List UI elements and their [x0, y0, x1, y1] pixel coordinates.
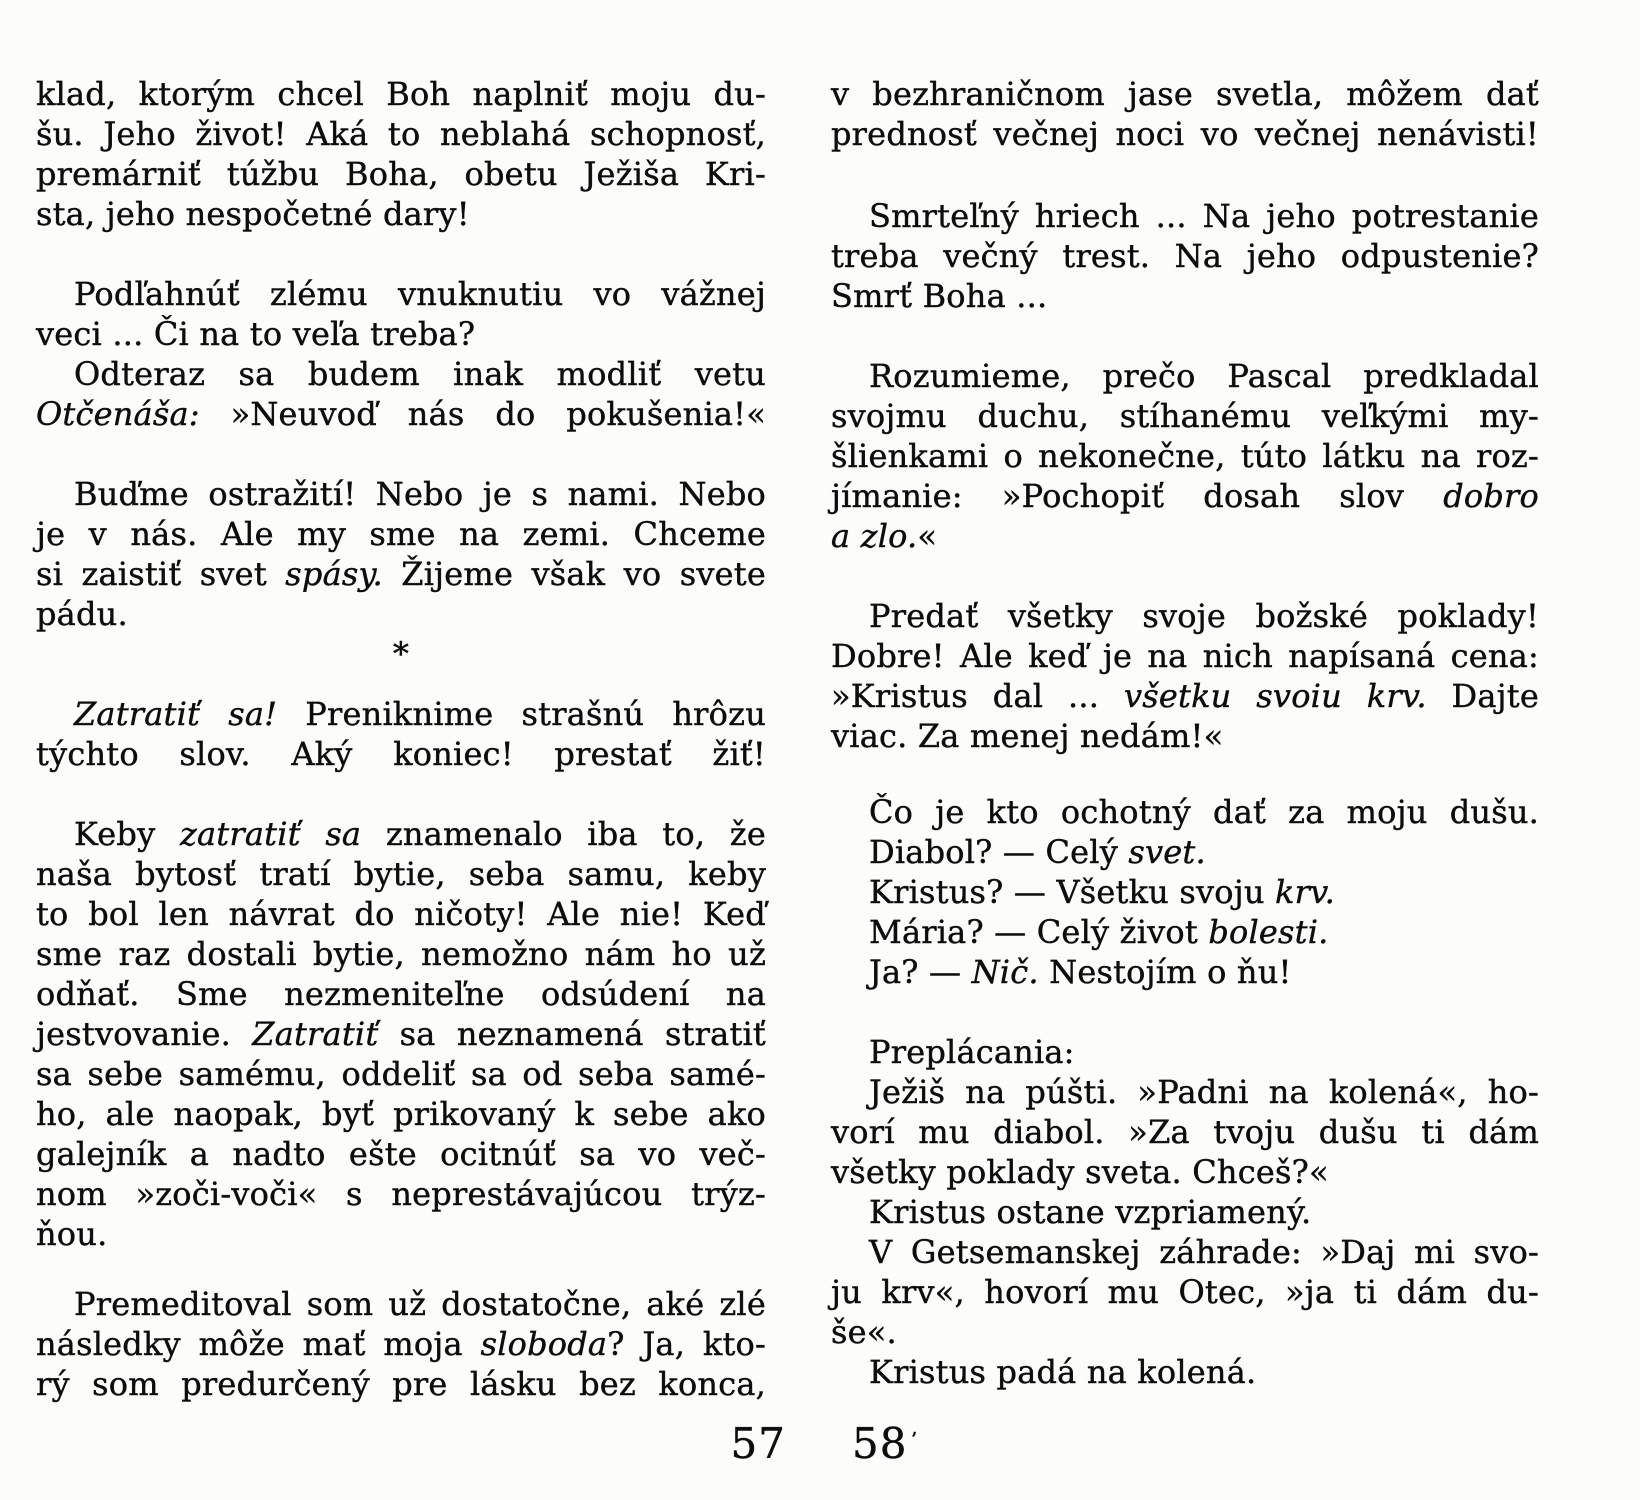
- text-segment: Kristus ostane vzpriamený.: [869, 1193, 1312, 1231]
- text-segment: *: [392, 635, 410, 673]
- text-line: [36, 814, 766, 854]
- text-line: [36, 734, 766, 774]
- text-line: [36, 1014, 766, 1054]
- text-segment: je v nás. Ale my sme na zemi. Chceme: [36, 515, 766, 553]
- text-segment: Ježiš na púšti. »Padni na kolená«, ho-: [869, 1073, 1539, 1111]
- text-segment: nom »zoči-voči« s neprestávajúcou trýz-: [36, 1175, 766, 1213]
- text-line: [36, 634, 766, 674]
- text-line: [831, 1072, 1539, 1112]
- italic-text-segment: sloboda: [480, 1325, 608, 1363]
- text-segment: V Getsemanskej záhrade: »Daj mi svo-: [869, 1233, 1539, 1271]
- text-line: [831, 476, 1539, 516]
- text-segment: všetky poklady sveta. Chceš?«: [831, 1153, 1329, 1191]
- page-58-column: [831, 74, 1539, 1392]
- text-line: [831, 396, 1539, 436]
- text-segment: vorí mu diabol. »Za tvoju dušu ti dám: [831, 1113, 1539, 1151]
- italic-text-segment: krv.: [1275, 873, 1335, 911]
- text-segment: sme raz dostali bytie, nemožno nám ho už: [36, 935, 766, 973]
- print-artifact-mark: ʼ: [910, 1429, 918, 1451]
- text-segment: klad, ktorým chcel Boh naplniť moju du-: [36, 75, 766, 113]
- text-segment: treba večný trest. Na jeho odpustenie?: [831, 237, 1539, 275]
- text-segment: jímanie: »Pochopiť dosah slov: [831, 477, 1444, 515]
- text-line: [831, 832, 1539, 872]
- text-segment: týchto slov. Aký koniec! prestať žiť!: [36, 735, 766, 773]
- text-segment: ňou.: [36, 1215, 108, 1253]
- text-line: [831, 436, 1539, 476]
- paragraph: [831, 356, 1539, 556]
- text-line: [36, 514, 766, 554]
- text-segment: naša bytosť tratí bytie, seba samu, keby: [36, 855, 766, 893]
- italic-text-segment: Zatratiť sa!: [74, 695, 278, 733]
- text-line: [831, 1192, 1539, 1232]
- text-segment: Dajte: [1426, 677, 1539, 715]
- paragraph: [831, 792, 1539, 832]
- text-segment: sta, jeho nespočetné dary!: [36, 195, 470, 233]
- text-segment: sa neznamená stratiť: [378, 1015, 766, 1053]
- text-line: [36, 354, 766, 394]
- text-line: [36, 1284, 766, 1324]
- paragraph: [831, 952, 1539, 992]
- text-line: [36, 1134, 766, 1174]
- text-line: [36, 554, 766, 594]
- italic-text-segment: dobro: [1443, 477, 1539, 515]
- paragraph: [831, 74, 1539, 154]
- text-segment: Predať všetky svoje božské poklady!: [869, 597, 1539, 635]
- text-line: [36, 894, 766, 934]
- text-line: [36, 1174, 766, 1214]
- italic-text-segment: bolesti.: [1208, 913, 1329, 951]
- text-segment: Rozumieme, prečo Pascal predkladal: [869, 357, 1539, 395]
- text-segment: znamenalo iba to, že: [361, 815, 767, 853]
- text-line: [831, 636, 1539, 676]
- text-segment: viac. Za menej nedám!«: [831, 717, 1224, 755]
- text-line: [36, 314, 766, 354]
- paragraph: [831, 1192, 1539, 1232]
- text-line: [36, 1094, 766, 1134]
- text-line: [831, 1152, 1539, 1192]
- text-line: [36, 854, 766, 894]
- paragraph: [36, 694, 766, 774]
- page-number-58: [852, 1419, 918, 1468]
- text-segment: Keby: [74, 815, 180, 853]
- text-line: [831, 1352, 1539, 1392]
- text-line: [36, 114, 766, 154]
- text-line: [36, 974, 766, 1014]
- text-segment: še«.: [831, 1313, 897, 1351]
- text-segment: Mária? — Celý život: [869, 913, 1209, 951]
- text-segment: rý som predurčený pre lásku bez konca,: [36, 1365, 766, 1403]
- text-segment: šlienkami o nekonečne, túto látku na roz-: [831, 437, 1539, 475]
- text-segment: Nestojím o ňu!: [1038, 953, 1292, 991]
- text-line: [831, 596, 1539, 636]
- text-segment: Preniknime strašnú hrôzu: [277, 695, 767, 733]
- text-segment: Odteraz sa budem inak modliť vetu: [74, 355, 766, 393]
- text-segment: ho, ale naopak, byť prikovaný k sebe ako: [36, 1095, 766, 1133]
- paragraph: [36, 474, 766, 634]
- text-line: [36, 1054, 766, 1094]
- paragraph: [831, 832, 1539, 872]
- italic-text-segment: a zlo.: [831, 517, 918, 555]
- paragraph: [831, 872, 1539, 912]
- text-segment: jestvovanie.: [36, 1015, 253, 1053]
- paragraph: [36, 814, 766, 1254]
- text-line: [36, 154, 766, 194]
- text-segment: Premeditoval som už dostatočne, aké zlé: [74, 1285, 766, 1323]
- text-line: [831, 196, 1539, 236]
- text-line: [831, 1232, 1539, 1272]
- text-line: [36, 694, 766, 734]
- text-segment: Ja? —: [869, 953, 972, 991]
- text-line: [831, 1272, 1539, 1312]
- italic-text-segment: Nič.: [971, 953, 1039, 991]
- text-line: [36, 1364, 766, 1404]
- text-segment: Čo je kto ochotný dať za moju dušu.: [869, 793, 1539, 831]
- italic-text-segment: spásy.: [285, 555, 383, 593]
- text-line: [36, 194, 766, 234]
- page-number-57: 57: [730, 1419, 786, 1468]
- text-line: [831, 114, 1539, 154]
- italic-text-segment: svet.: [1128, 833, 1206, 871]
- text-segment: veci ... Či na to veľa treba?: [36, 315, 476, 353]
- text-segment: Diabol? — Celý: [869, 833, 1129, 871]
- text-line: [831, 912, 1539, 952]
- text-line: [831, 1032, 1539, 1072]
- text-segment: ju krv«, hovorí mu Otec, »ja ti dám du-: [831, 1273, 1539, 1311]
- text-line: [831, 276, 1539, 316]
- text-line: [831, 1312, 1539, 1352]
- page-number-58-value: 58: [852, 1419, 908, 1468]
- text-segment: ? Ja, kto-: [607, 1325, 766, 1363]
- italic-text-segment: Otčenáša:: [36, 395, 200, 433]
- italic-text-segment: všetku svoiu krv.: [1123, 677, 1427, 715]
- text-line: [36, 594, 766, 634]
- text-segment: Smrteľný hriech ... Na jeho potrestanie: [869, 197, 1539, 235]
- italic-text-segment: Zatratiť: [252, 1015, 379, 1053]
- section-separator: [36, 634, 766, 674]
- text-line: [831, 74, 1539, 114]
- text-segment: Kristus padá na kolená.: [869, 1353, 1257, 1391]
- text-segment: si zaistiť svet: [36, 555, 286, 593]
- text-segment: Dobre! Ale keď je na nich napísaná cena:: [831, 637, 1539, 675]
- text-line: [36, 274, 766, 314]
- text-segment: Kristus? — Všetku svoju: [869, 873, 1276, 911]
- text-line: [831, 1112, 1539, 1152]
- text-segment: Preplácania:: [869, 1033, 1075, 1071]
- paragraph: [36, 354, 766, 434]
- text-segment: Buďme ostražití! Nebo je s nami. Nebo: [74, 475, 766, 513]
- text-line: [36, 1214, 766, 1254]
- text-line: [36, 394, 766, 434]
- text-segment: následky môže mať moja: [36, 1325, 481, 1363]
- text-segment: Žijeme však vo svete: [382, 555, 767, 593]
- text-segment: Smrť Boha ...: [831, 277, 1048, 315]
- paragraph: [831, 912, 1539, 952]
- paragraph: [831, 1352, 1539, 1392]
- text-line: [36, 1324, 766, 1364]
- text-line: [831, 872, 1539, 912]
- text-segment: svojmu duchu, stíhanému veľkými my-: [831, 397, 1539, 435]
- text-segment: »Neuvoď nás do pokušenia!«: [199, 395, 766, 433]
- paragraph: [831, 196, 1539, 316]
- text-segment: »Kristus dal ...: [831, 677, 1124, 715]
- paragraph: [36, 274, 766, 354]
- text-line: [36, 74, 766, 114]
- text-segment: pádu.: [36, 595, 128, 633]
- text-line: [36, 474, 766, 514]
- text-line: [831, 516, 1539, 556]
- text-segment: šu. Jeho život! Aká to neblahá schopnosť,: [36, 115, 766, 153]
- paragraph: [831, 596, 1539, 756]
- text-segment: prednosť večnej noci vo večnej nenávisti!: [831, 115, 1539, 153]
- paragraph: [831, 1032, 1539, 1072]
- text-line: [36, 934, 766, 974]
- text-segment: v bezhraničnom jase svetla, môžem dať: [831, 75, 1539, 113]
- text-line: [831, 716, 1539, 756]
- text-segment: Podľahnúť zlému vnuknutiu vo vážnej: [74, 275, 766, 313]
- paragraph: [831, 1232, 1539, 1352]
- text-segment: to bol len návrat do ničoty! Ale nie! Keď: [36, 895, 766, 933]
- text-line: [831, 356, 1539, 396]
- paragraph: [831, 1072, 1539, 1192]
- paragraph: [36, 1284, 766, 1404]
- text-segment: premárniť túžbu Boha, obetu Ježiša Kri-: [36, 155, 766, 193]
- paragraph: [36, 74, 766, 234]
- text-line: [831, 952, 1539, 992]
- text-line: [831, 236, 1539, 276]
- text-line: [831, 792, 1539, 832]
- text-segment: sa sebe samému, oddeliť sa od seba samé-: [36, 1055, 766, 1093]
- italic-text-segment: zatratiť sa: [179, 815, 362, 853]
- page-57-column: [36, 74, 766, 1404]
- text-segment: «: [917, 517, 938, 555]
- text-line: [831, 676, 1539, 716]
- text-segment: galejník a nadto ešte ocitnúť sa vo več-: [36, 1135, 766, 1173]
- text-segment: odňať. Sme nezmeniteľne odsúdení na: [36, 975, 766, 1013]
